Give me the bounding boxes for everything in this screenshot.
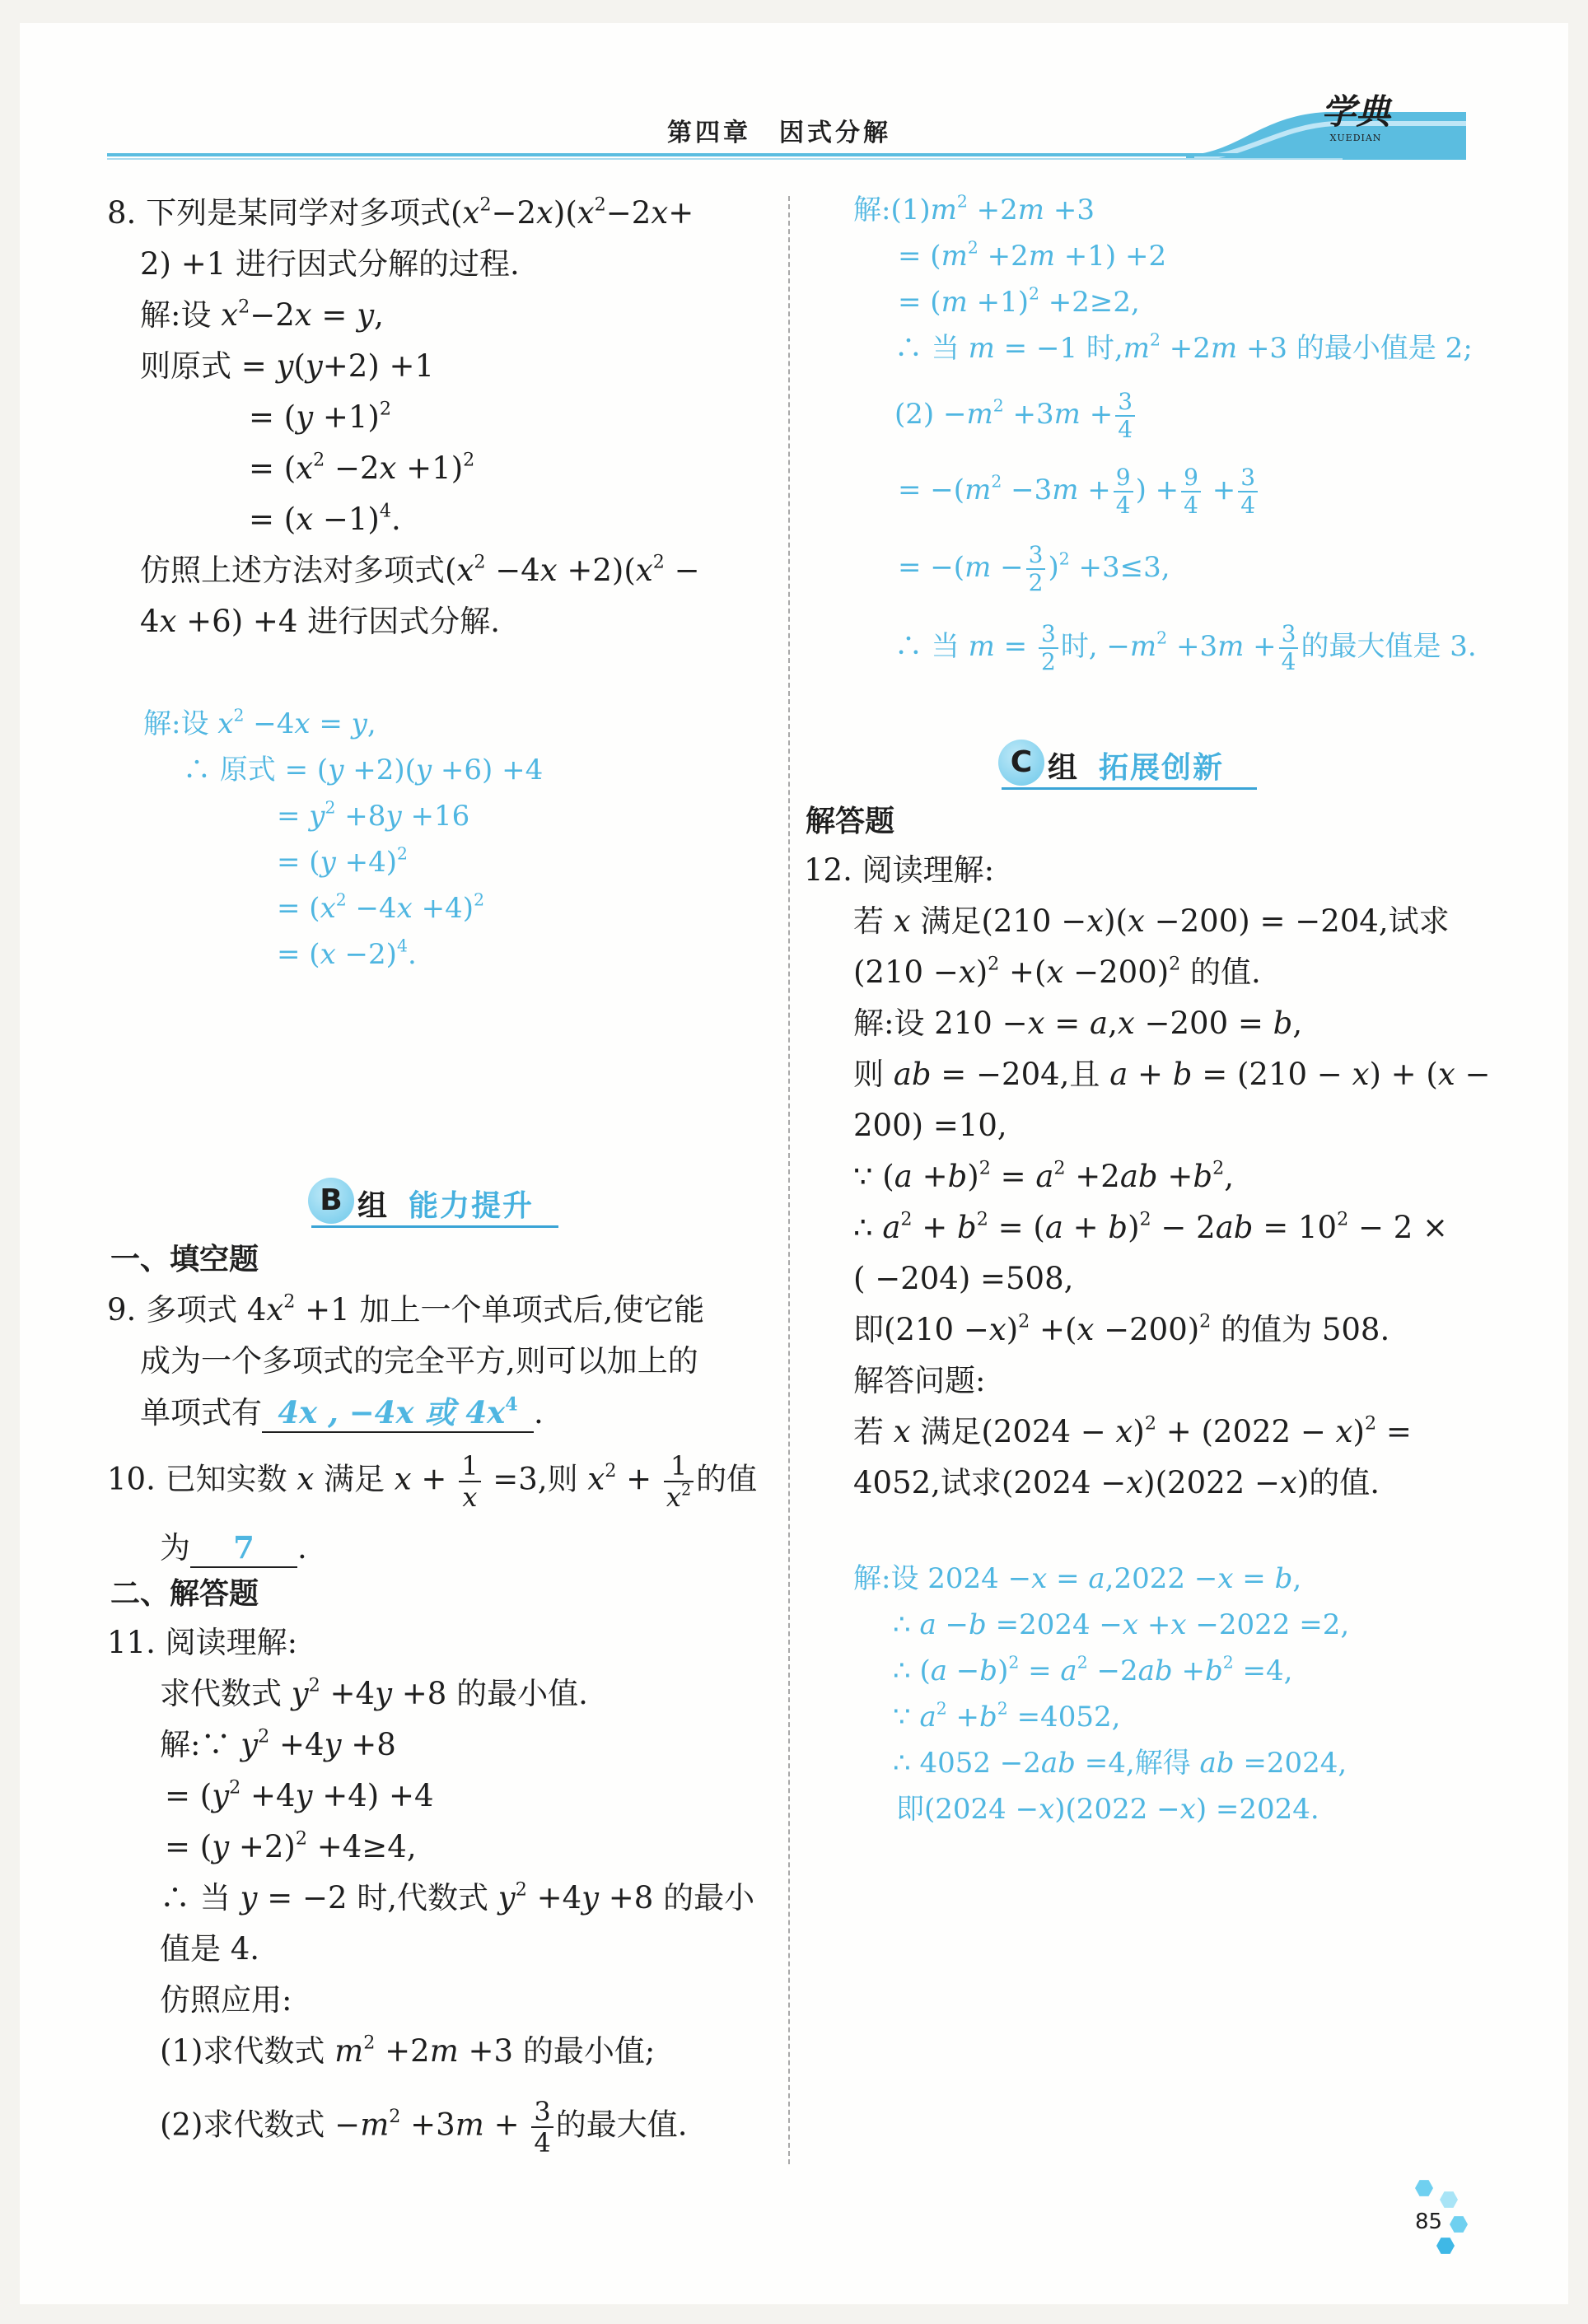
q11-line7: 值是 4. <box>160 1931 260 1967</box>
q11-line5: = $(y +2)^2 +4\ge 4$, <box>165 1827 417 1864</box>
ans8-line5: = $(x^2 -4x +4)^2$ <box>277 889 485 925</box>
ans12-line5: ∴ 4052 −2ab =4,解得 ab =2024, <box>893 1747 1347 1780</box>
q11-line6: ∴ 当 y = −2 时,代数式 $y^2 +4y +8$ 的最小 <box>160 1878 755 1916</box>
q9-answer-blank: 4x , −4x 或 $4x^4$ <box>262 1393 534 1433</box>
group-c-letter: C <box>1010 745 1033 779</box>
q12-line1: 12. 阅读理解: <box>804 852 995 888</box>
header-rule <box>107 153 1458 156</box>
q9-line3: 单项式有 4x , −4x 或 $4x^4$ . <box>140 1393 544 1433</box>
ans11-line8: ∴ 当 m = $\frac{3}{2}$ 时, $-m^2 +3m$ + $\frac{3}{4}$ 的最大值是 3. <box>894 620 1477 675</box>
ans11-frac-3-4-a: $\frac{3}{4}$ <box>1115 390 1135 441</box>
q11-line10: (2)求代数式 $-m^2 +3m$ + $\frac{3}{4}$ 的最大值. <box>160 2096 688 2158</box>
q12-line13: 4052,试求(2024 −x)(2022 −x)的值. <box>853 1465 1380 1500</box>
q8-line1: 8. 下列是某同学对多项式$(x^2-2x)(x^2-2x+$ <box>107 194 694 231</box>
ans12-line4: ∵ $a^2 +b^2 =4052$, <box>893 1698 1121 1734</box>
logo-chinese: 学典 <box>1320 91 1390 132</box>
ans11-frac-9-4-a: $\frac{9}{4}$ <box>1114 466 1133 517</box>
q12-line2: 若 x 满足(210 −x)(x −200) = −204,试求 <box>853 903 1450 939</box>
q8-line8: 仿照上述方法对多项式$(x^2 -4x +2)(x^2$ − <box>140 551 700 588</box>
q12-line4: 解:设 210 −x = a,x −200 = b, <box>853 1006 1303 1041</box>
q11-line2: 求代数式 $y^2 +4y +8$ 的最小值. <box>160 1674 588 1711</box>
section-solve: 二、解答题 <box>110 1577 259 1611</box>
q12-line10: 即$(210 -x)^2 +(x -200)^2$ 的值为 508. <box>853 1310 1390 1347</box>
logo-english: XUEDIAN <box>1329 133 1382 143</box>
q8-line5: = $(y +1)^2$ <box>249 398 391 435</box>
chapter-title: 第四章 因式分解 <box>667 119 891 147</box>
ans11-line1: 解$:(1)m^2 +2m +3$ <box>853 191 1095 226</box>
q12-line8: ∴ $a^2 + b^2 = (a + b)^2 - 2ab = 10^2 - 2$ × <box>853 1208 1449 1245</box>
q8-line7: = $(x -1)^4$. <box>249 500 401 537</box>
ans8-line4: = $(y +4)^2$ <box>277 843 408 879</box>
ans11-line5: $(2) -m^2 +3m$ + $\frac{3}{4}$ <box>894 390 1137 441</box>
ans8-line2: ∴ 原式 = (y +2)(y +6) +4 <box>183 754 544 786</box>
ans11-line6: = $-(m^2 -3m$ + $\frac{9}{4}$ ) + $\frac{9}{4}$ + $\frac{3}{4}$ <box>898 466 1260 517</box>
q8-line4: 则原式 = y(y+2) +1 <box>140 348 435 384</box>
group-c-title: 拓展创新 <box>1099 751 1225 785</box>
group-b-zu: 组 <box>357 1189 388 1223</box>
q11-fraction: $\frac{3}{4}$ <box>531 2098 553 2156</box>
q10-answer-blank: 7 <box>190 1528 297 1568</box>
q12-line3: $(210 -x)^2 +(x -200)^2$ 的值. <box>853 953 1261 990</box>
q12-line7: ∵ $(a +b)^2 = a^2 +2ab +b^2$, <box>853 1157 1234 1194</box>
column-divider <box>788 196 790 2164</box>
ans8-line1: 解:设 $x^2 -4x = y$, <box>143 705 376 740</box>
section-solve-c: 解答题 <box>806 805 895 838</box>
ans8-line3: = $y^2 +8y +16$ <box>277 797 470 833</box>
ans11-line2: = $(m^2 +2m +1) +2$ <box>898 237 1167 273</box>
q11-line3: 解:∵ $y^2 +4y +8$ <box>160 1725 396 1762</box>
q9-line1: 9. 多项式 $4x^2 +1$ 加上一个单项式后,使它能 <box>107 1290 705 1328</box>
q10-fraction-1: $\frac{1}{x}$ <box>459 1453 480 1510</box>
q9-line2: 成为一个多项式的完全平方,则可以加上的 <box>140 1343 698 1379</box>
q10-fraction-2: $\frac{1}{x^2}$ <box>664 1453 694 1510</box>
q12-line12: 若 x 满足$(2024 - x)^2 + (2022 - x)^2$ = <box>853 1412 1412 1449</box>
q12-line11: 解答问题: <box>853 1363 986 1398</box>
ans11-frac-3-2-a: $\frac{3}{2}$ <box>1026 544 1046 595</box>
ans11-frac-9-4-b: $\frac{9}{4}$ <box>1181 466 1201 517</box>
ans11-frac-3-4-b: $\frac{3}{4}$ <box>1238 466 1258 517</box>
ans11-line7: = −(m − $\frac{3}{2}$ )$^2$ +3≤3, <box>898 541 1170 596</box>
q12-line9: ( −204) =508, <box>853 1261 1074 1296</box>
ans12-line3: ∴ $(a -b)^2 = a^2 -2ab +b^2 =4$, <box>893 1652 1293 1687</box>
q12-line5: 则 ab = −204,且 a + b = (210 − x) + (x − <box>853 1057 1491 1092</box>
page-number: 85 <box>1415 2210 1443 2234</box>
header-rule-thin <box>107 158 1343 160</box>
group-b-letter: B <box>320 1183 343 1217</box>
q8-line9: 4x +6) +4 进行因式分解. <box>140 604 500 639</box>
group-c-underline <box>1002 787 1257 790</box>
q11-line4: = $(y^2 +4y +4) +4$ <box>165 1776 434 1813</box>
q8-line2: 2) +1 进行因式分解的过程. <box>140 246 520 282</box>
brand-logo <box>1310 92 1402 153</box>
ans12-line2: ∴ a −b =2024 −x +x −2022 =2, <box>893 1608 1350 1641</box>
ans12-line1: 解:设 2024 −x = a,2022 −x = b, <box>853 1562 1302 1595</box>
ans11-line3: = $(m +1)^2 +2\ge 2$, <box>898 283 1140 319</box>
q12-line6: 200) =10, <box>853 1108 1007 1143</box>
q10-line2: 为 7 . <box>160 1528 307 1568</box>
q11-line8: 仿照应用: <box>160 1982 292 2018</box>
group-b-title: 能力提升 <box>409 1189 535 1223</box>
ans11-frac-3-2-b: $\frac{3}{2}$ <box>1039 623 1058 674</box>
q11-line9: (1)求代数式 $m^2 +2m +3$ 的最小值; <box>160 2032 656 2069</box>
q10-line1: 10. 已知实数 x 满足 x + $\frac{1}{x}$ =3,则 $x^2$ + $\frac{1}{x^2}$ 的值 <box>107 1450 758 1513</box>
q8-line6: = $(x^2 -2x +1)^2$ <box>249 449 475 486</box>
group-b-underline <box>311 1225 558 1228</box>
section-fill-in: 一、填空题 <box>110 1243 259 1276</box>
ans12-line6: 即(2024 −x)(2022 −x) =2024. <box>896 1793 1319 1826</box>
ans11-line4: ∴ 当 m = −1 时$,m^2 +2m +3$ 的最小值是 2; <box>894 329 1473 365</box>
ans11-frac-3-4-c: $\frac{3}{4}$ <box>1279 623 1299 674</box>
q8-line3: 解:设 $x^2-2x = y$, <box>140 296 384 333</box>
q11-line1: 11. 阅读理解: <box>107 1625 298 1660</box>
ans8-line6: = $(x -2)^4$. <box>277 936 417 971</box>
group-c-zu: 组 <box>1048 751 1078 785</box>
